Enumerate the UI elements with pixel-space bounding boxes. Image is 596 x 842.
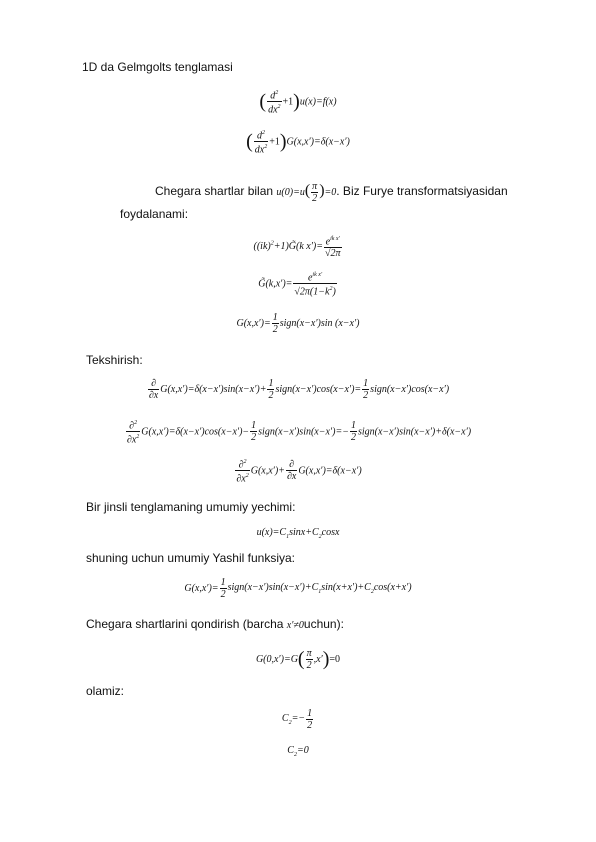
equation-g-result: G(x,x′)= $\frac{1}{2}$ sign(x−x′)sin (x−x′) bbox=[236, 312, 360, 335]
equation-fourier: ((ik)$^2$+1)G̃(k x′)= $\frac{e^{ik x'}}{√2\pi}$ bbox=[253, 236, 341, 260]
equation-derivative-1: $\frac{\partial}{\partial x}$ G(x,x′)=δ(x−x′)sin(x−x′)+ $\frac{1}{2}$ sign(x−x′)cos(x−x′)= $\frac{1}{2}$ sign(x−x′)cos(x−x′) bbox=[148, 378, 450, 401]
green-label: shuning uchun umumiy Yashil funksiya: bbox=[86, 551, 296, 565]
equation-derivative-2: $\frac{\partial^2}{\partial x^2}$ G(x,x′)=δ(x−x′)cos(x−x′)− $\frac{1}{2}$ sign(x−x′)sin(x−x′)=− $\frac{1}{2}$ sign(x−x′)sin(x−x′)+δ(x−x′) bbox=[126, 420, 472, 446]
boundary-sentence: Chegara shartlar bilan u(0)=u( $\frac{\pi}{2}$ )=0. Biz Furye transformatsiyasidan bbox=[155, 181, 508, 204]
check-label: Tekshirish: bbox=[86, 353, 143, 367]
olamiz-label: olamiz: bbox=[86, 684, 125, 698]
equation-c2-half: $C_2=-$ $\frac{1}{2}$ bbox=[281, 708, 313, 731]
equation-c2-zero: $C_2=0$ bbox=[287, 745, 309, 758]
equation-g-tilde: G̃(k,x′)= $\frac{e^{ik x'}}{√2\pi(1-k^2)}$ bbox=[258, 272, 336, 298]
equation-homogeneous: $u(x)=C_1\sin x+C_2\cos x$ bbox=[256, 527, 340, 540]
equation-green: ( $\frac{d^2}{dx^2}$ +1)G(x,x′)=δ(x−x′) bbox=[246, 130, 350, 156]
page-title: 1D da Gelmgolts tenglamasi bbox=[82, 60, 233, 74]
homogeneous-label: Bir jinsli tenglamaning umumiy yechimi: bbox=[86, 500, 296, 514]
equation-helmholtz: ( $\frac{d^2}{dx^2}$ +1)u(x)=f(x) bbox=[259, 90, 337, 116]
boundary-sentence-cont: foydalanami: bbox=[120, 207, 189, 221]
equation-condition: G(0,x′)=G( $\frac{\pi}{2}$ ,x′)=0 bbox=[255, 648, 341, 671]
condition-label: Chegara shartlarini qondirish (barcha x′≠0uchun): bbox=[86, 617, 344, 631]
equation-sum: $\frac{\partial^2}{\partial x^2}$ G(x,x′)+ $\frac{\partial}{\partial x}$ G(x,x′)=δ(x−x′) bbox=[236, 459, 362, 485]
equation-green-general: G(x,x′)= $\frac{1}{2}$ $sign(x-x')\sin(x-x')+C_1\sin(x+x')+C_2\cos(x+x')$ bbox=[184, 577, 412, 600]
